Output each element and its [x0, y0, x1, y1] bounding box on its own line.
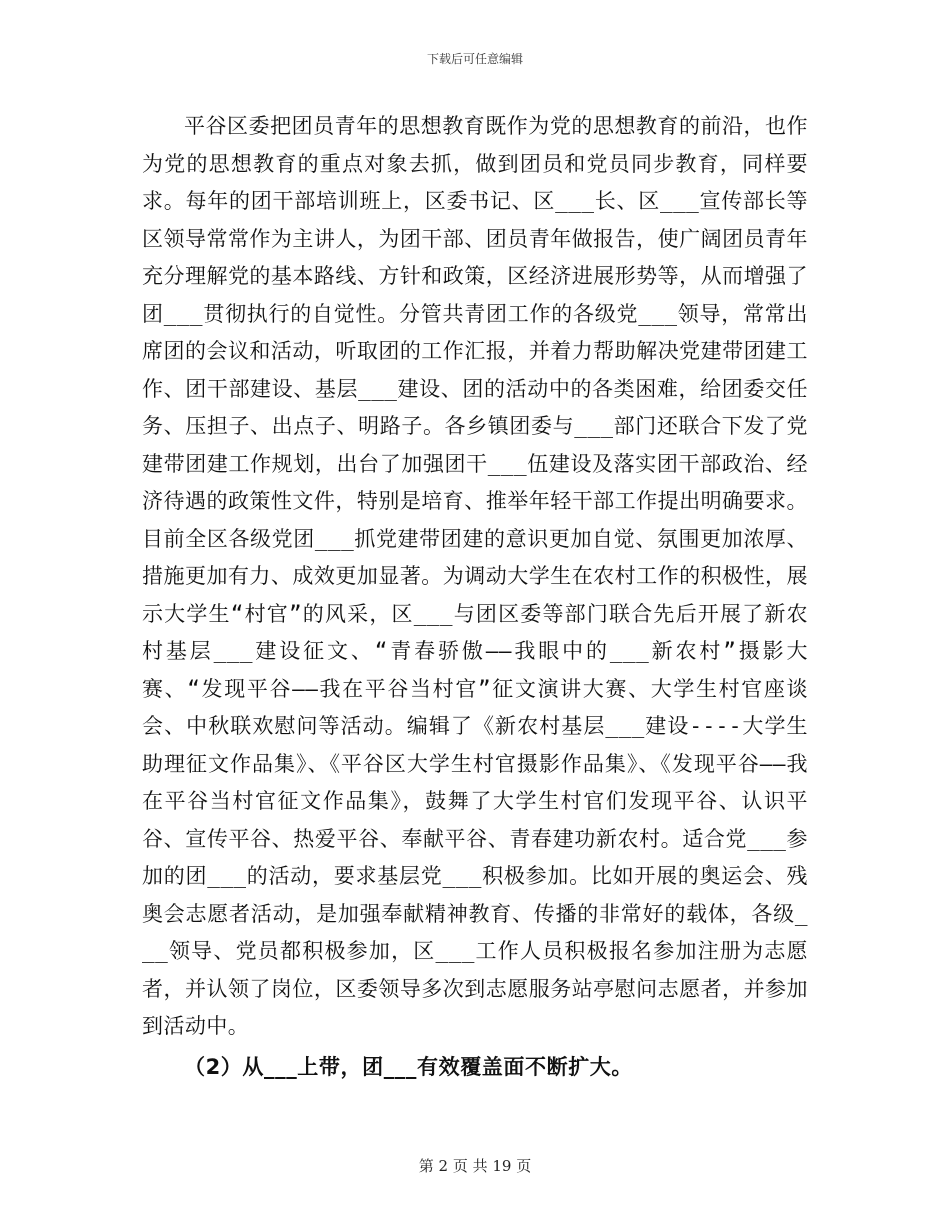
page-number-footer: 第 2 页 共 19 页 — [418, 1157, 532, 1175]
section-subheading: （2）从___上带，团___有效覆盖面不断扩大。 — [184, 1054, 634, 1079]
body-paragraph: 平谷区委把团员青年的思想教育既作为党的思想教育的前沿，也作为党的思想教育的重点对象去抓，做到团员和党员同步教育，同样要求。每年的团干部培训班上，区委书记、区___长、区___宣传部长等区领导常常作为主讲人，为团干部、团员青年做报告，使广阔团员青年充分理解党的基本路线、方针和政策，区经济进展形势等，从而增强了团___贯彻执行的自觉性。分管共青团工作的各级党___领导，常常出席团的会议和活动，听取团的工作汇报，并着力帮助解决党建带团建工作、团干部建设、基层___建设、团的活动中的各类困难，给团委交任务、压担子、出点子、明路子。各乡镇团委与___部门还联合下发了党建带团建工作规划，出台了加强团干___伍建设及落实团干部政治、经济待遇的政策性文件，特别是培育、推举年轻干部工作提出明确要求。目前全区各级党团___抓党建带团建的意识更加自觉、氛围更加浓厚、措施更加有力、成效更加显著。为调动大学生在农村工作的积极性，展示大学生“村官”的风采，区___与团区委等部门联合先后开展了新农村基层___建设征文、“青春骄傲——我眼中的___新农村”摄影大赛、“发现平谷——我在平谷当村官”征文演讲大赛、大学生村官座谈会、中秋联欢慰问等活动。编辑了《新农村基层___建设----大学生助理征文作品集》、《平谷区大学生村官摄影作品集》、《发现平谷——我在平谷当村官征文作品集》，鼓舞了大学生村官们发现平谷、认识平谷、宣传平谷、热爱平谷、奉献平谷、青春建功新农村。适合党___参加的团___的活动，要求基层党___积极参加。比如开展的奥运会、残奥会志愿者活动，是加强奉献精神教育、传播的非常好的载体，各级___领导、党员都积极参加，区___工作人员积极报名参加注册为志愿者，并认领了岗位，区委领导多次到志愿服务站亭慰问志愿者，并参加到活动中。 — [142, 114, 808, 1038]
document-body — [142, 108, 808, 1086]
page-header: 下载后可任意编辑 — [426, 52, 523, 66]
